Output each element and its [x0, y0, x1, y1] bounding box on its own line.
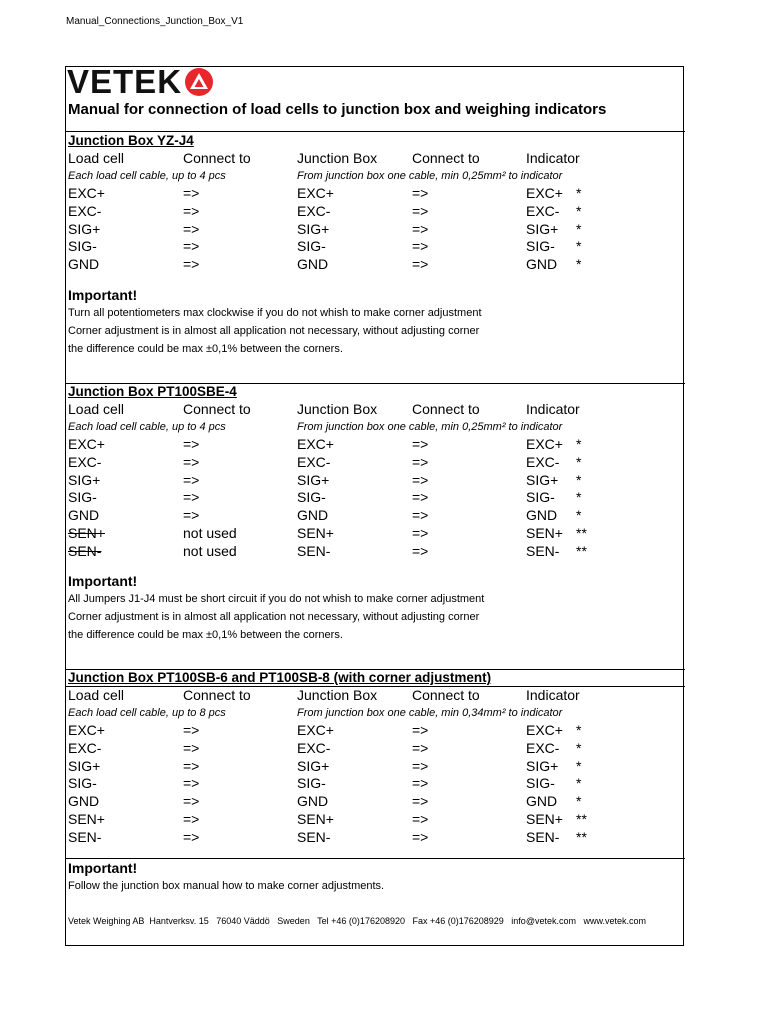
- section-pt100sb-6-8: [68, 669, 680, 846]
- arrow: =>: [412, 203, 429, 220]
- junction-box-wire: SEN+: [297, 810, 334, 827]
- load-cell-wire: EXC-: [68, 740, 102, 757]
- junction-box-wire: EXC+: [297, 436, 334, 453]
- note-line: Corner adjustment is in almost all application not necessary, without adjusting corner: [68, 611, 480, 623]
- arrow: =>: [412, 238, 429, 255]
- header-row: [68, 401, 680, 419]
- arrow: =>: [183, 454, 200, 471]
- section-title: Junction Box PT100SB-6 and PT100SB-8 (with corner adjustment): [68, 670, 492, 685]
- load-cell-wire: SIG-: [68, 775, 97, 792]
- junction-box-wire: SIG+: [297, 471, 330, 488]
- arrow: =>: [183, 220, 200, 237]
- header-load-cell: Load cell: [68, 150, 125, 166]
- arrow: =>: [412, 775, 429, 792]
- load-cell-wire: SIG+: [68, 220, 101, 237]
- arrow: =>: [183, 757, 200, 774]
- document-name: Manual_Connections_Junction_Box_V1: [66, 16, 244, 27]
- arrow: =>: [183, 810, 200, 827]
- header-indicator: Indicator: [526, 401, 580, 417]
- table-row: [68, 525, 680, 543]
- arrow: =>: [183, 471, 200, 488]
- table-row: [68, 793, 680, 811]
- not-used-label: not used: [183, 524, 237, 541]
- junction-box-wire: SEN-: [297, 542, 331, 559]
- table-row: [68, 740, 680, 758]
- table-row: [68, 256, 680, 274]
- mark: *: [576, 203, 582, 220]
- mark: *: [576, 185, 582, 202]
- header-junction-box: Junction Box: [297, 401, 378, 417]
- subheader-row: [68, 705, 680, 723]
- load-cell-note: Each load cell cable, up to 4 pcs: [68, 169, 226, 182]
- indicator-wire: SEN+: [526, 524, 563, 541]
- arrow: =>: [412, 507, 429, 524]
- header-connect-to: Connect to: [412, 401, 480, 417]
- note-line: Turn all potentiometers max clockwise if you do not whish to make corner adjustment: [68, 307, 482, 319]
- subheader-row: [68, 419, 680, 437]
- load-cell-wire: SEN+: [68, 810, 105, 827]
- note-line: Follow the junction box manual how to make corner adjustments.: [68, 880, 385, 892]
- load-cell-wire: GND: [68, 507, 100, 524]
- table-row: [68, 489, 680, 507]
- load-cell-wire: SIG+: [68, 757, 101, 774]
- load-cell-wire: EXC+: [68, 185, 105, 202]
- indicator-wire: SEN-: [526, 542, 560, 559]
- mark: *: [576, 740, 582, 757]
- arrow: =>: [183, 507, 200, 524]
- mark: *: [576, 507, 582, 524]
- load-cell-wire: GND: [68, 256, 100, 273]
- section-title: Junction Box YZ-J4: [68, 133, 194, 148]
- table-row: [68, 722, 680, 740]
- indicator-wire: GND: [526, 507, 558, 524]
- arrow: =>: [412, 828, 429, 845]
- mark: *: [576, 454, 582, 471]
- junction-box-wire: SEN+: [297, 524, 334, 541]
- important-pt100sb-6-8: [68, 859, 680, 895]
- load-cell-wire: SIG+: [68, 471, 101, 488]
- arrow: =>: [412, 454, 429, 471]
- load-cell-wire: SIG-: [68, 238, 97, 255]
- mark: *: [576, 489, 582, 506]
- header-load-cell: Load cell: [68, 401, 125, 417]
- vetek-triangle-icon: [184, 67, 214, 97]
- arrow: =>: [183, 203, 200, 220]
- junction-box-wire: EXC-: [297, 740, 331, 757]
- important-heading: Important!: [68, 860, 138, 876]
- header-row: [68, 150, 680, 168]
- arrow: =>: [183, 722, 200, 739]
- indicator-wire: SIG+: [526, 220, 559, 237]
- header-connect-to: Connect to: [412, 150, 480, 166]
- table-row: [68, 507, 680, 525]
- junction-box-note: From junction box one cable, min 0,34mm² to indicator: [297, 706, 563, 719]
- header-indicator: Indicator: [526, 687, 580, 703]
- junction-box-wire: SIG-: [297, 238, 326, 255]
- arrow: =>: [412, 740, 429, 757]
- logo-text: VETEK: [67, 63, 183, 100]
- mark: *: [576, 238, 582, 255]
- junction-box-wire: GND: [297, 793, 329, 810]
- important-pt100sbe-4: [68, 572, 680, 644]
- arrow: =>: [412, 471, 429, 488]
- arrow: =>: [183, 793, 200, 810]
- header-junction-box: Junction Box: [297, 150, 378, 166]
- load-cell-wire: SEN-: [68, 828, 102, 845]
- mark: *: [576, 471, 582, 488]
- section-pt100sbe-4: [68, 383, 680, 560]
- mark: *: [576, 793, 582, 810]
- arrow: =>: [412, 757, 429, 774]
- table-row: [68, 829, 680, 847]
- indicator-wire: SIG-: [526, 775, 555, 792]
- indicator-wire: EXC-: [526, 740, 560, 757]
- arrow: =>: [183, 740, 200, 757]
- important-yz-j4: [68, 286, 680, 358]
- junction-box-note: From junction box one cable, min 0,25mm² to indicator: [297, 169, 563, 182]
- junction-box-wire: SIG-: [297, 489, 326, 506]
- load-cell-wire: EXC+: [68, 722, 105, 739]
- arrow: =>: [183, 238, 200, 255]
- load-cell-wire-struck: SEN-: [68, 542, 102, 559]
- arrow: =>: [412, 542, 429, 559]
- mark: **: [576, 828, 587, 845]
- not-used-label: not used: [183, 542, 237, 559]
- indicator-wire: SEN-: [526, 828, 560, 845]
- company-footer: Vetek Weighing AB Hantverksv. 15 76040 Väddö Sweden Tel +46 (0)176208920 Fax +46 (0)176208929 info@vetek.com www.vetek.com: [68, 916, 646, 926]
- arrow: =>: [412, 810, 429, 827]
- mark: *: [576, 436, 582, 453]
- header-connect-to: Connect to: [183, 687, 251, 703]
- header-indicator: Indicator: [526, 150, 580, 166]
- junction-box-wire: SIG+: [297, 220, 330, 237]
- arrow: =>: [183, 775, 200, 792]
- arrow: =>: [412, 220, 429, 237]
- indicator-wire: SIG-: [526, 238, 555, 255]
- note-line: the difference could be max ±0,1% between the corners.: [68, 343, 343, 355]
- note-line: All Jumpers J1-J4 must be short circuit if you do not whish to make corner adjustment: [68, 593, 485, 605]
- load-cell-wire: EXC+: [68, 436, 105, 453]
- junction-box-wire: EXC+: [297, 185, 334, 202]
- subheader-row: [68, 168, 680, 186]
- junction-box-note: From junction box one cable, min 0,25mm² to indicator: [297, 420, 563, 433]
- arrow: =>: [412, 793, 429, 810]
- important-heading: Important!: [68, 287, 138, 303]
- junction-box-wire: SIG-: [297, 775, 326, 792]
- table-row: [68, 185, 680, 203]
- indicator-wire: EXC+: [526, 185, 563, 202]
- mark: *: [576, 757, 582, 774]
- load-cell-wire: GND: [68, 793, 100, 810]
- junction-box-wire: EXC-: [297, 203, 331, 220]
- arrow: =>: [183, 828, 200, 845]
- mark: *: [576, 220, 582, 237]
- indicator-wire: SIG+: [526, 471, 559, 488]
- note-line: the difference could be max ±0,1% between the corners.: [68, 629, 343, 641]
- indicator-wire: SEN+: [526, 810, 563, 827]
- header-junction-box: Junction Box: [297, 687, 378, 703]
- load-cell-wire-struck: SEN+: [68, 524, 105, 541]
- important-heading: Important!: [68, 573, 138, 589]
- arrow: =>: [183, 185, 200, 202]
- mark: *: [576, 256, 582, 273]
- mark: **: [576, 524, 587, 541]
- arrow: =>: [412, 256, 429, 273]
- table-row: [68, 436, 680, 454]
- arrow: =>: [412, 524, 429, 541]
- header-connect-to: Connect to: [412, 687, 480, 703]
- mark: *: [576, 775, 582, 792]
- junction-box-wire: SIG+: [297, 757, 330, 774]
- junction-box-wire: SEN-: [297, 828, 331, 845]
- header-load-cell: Load cell: [68, 687, 125, 703]
- junction-box-wire: EXC-: [297, 454, 331, 471]
- table-row: [68, 472, 680, 490]
- indicator-wire: SIG+: [526, 757, 559, 774]
- load-cell-wire: EXC-: [68, 454, 102, 471]
- table-row: [68, 203, 680, 221]
- indicator-wire: EXC+: [526, 436, 563, 453]
- junction-box-wire: GND: [297, 507, 329, 524]
- load-cell-wire: SIG-: [68, 489, 97, 506]
- table-row: [68, 811, 680, 829]
- arrow: =>: [412, 185, 429, 202]
- header-connect-to: Connect to: [183, 401, 251, 417]
- header-connect-to: Connect to: [183, 150, 251, 166]
- arrow: =>: [412, 722, 429, 739]
- indicator-wire: EXC-: [526, 454, 560, 471]
- load-cell-note: Each load cell cable, up to 4 pcs: [68, 420, 226, 433]
- junction-box-wire: GND: [297, 256, 329, 273]
- junction-box-wire: EXC+: [297, 722, 334, 739]
- arrow: =>: [412, 436, 429, 453]
- arrow: =>: [183, 436, 200, 453]
- page-title: Manual for connection of load cells to junction box and weighing indicators: [68, 101, 607, 118]
- note-line: Corner adjustment is in almost all application not necessary, without adjusting corner: [68, 325, 480, 337]
- mark: **: [576, 542, 587, 559]
- indicator-wire: GND: [526, 793, 558, 810]
- load-cell-wire: EXC-: [68, 203, 102, 220]
- table-row: [68, 758, 680, 776]
- arrow: =>: [183, 256, 200, 273]
- mark: *: [576, 722, 582, 739]
- indicator-wire: EXC-: [526, 203, 560, 220]
- table-row: [68, 775, 680, 793]
- header-row: [68, 687, 680, 705]
- arrow: =>: [183, 489, 200, 506]
- section-yz-j4: [68, 132, 680, 274]
- mark: **: [576, 810, 587, 827]
- indicator-wire: SIG-: [526, 489, 555, 506]
- table-row: [68, 221, 680, 239]
- table-row: [68, 454, 680, 472]
- indicator-wire: GND: [526, 256, 558, 273]
- indicator-wire: EXC+: [526, 722, 563, 739]
- vetek-logo: [67, 63, 214, 100]
- load-cell-note: Each load cell cable, up to 8 pcs: [68, 706, 226, 719]
- table-row: [68, 238, 680, 256]
- table-row: [68, 543, 680, 561]
- section-title: Junction Box PT100SBE-4: [68, 384, 237, 399]
- arrow: =>: [412, 489, 429, 506]
